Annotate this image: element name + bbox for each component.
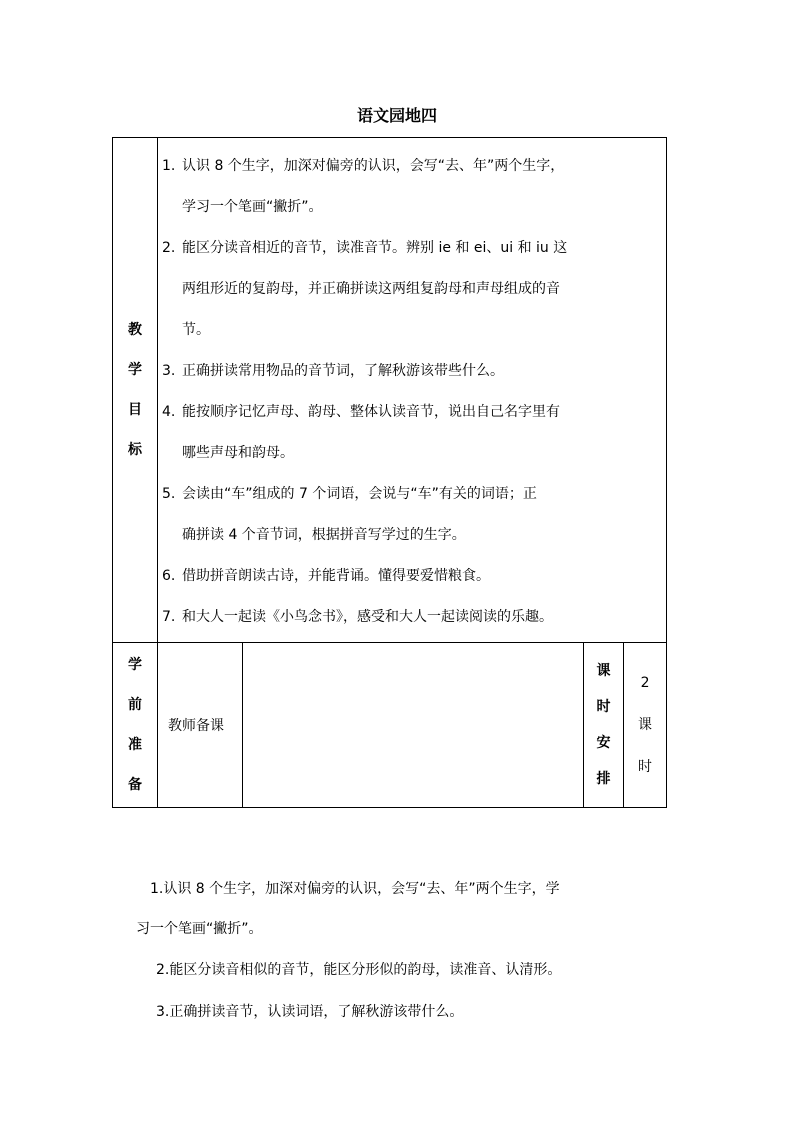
- lesson-plan-table: [112, 137, 667, 808]
- goal-item: 3. 正确拼读常用物品的音节词，了解秋游该带些什么。: [162, 363, 504, 379]
- goals-row: [113, 138, 667, 643]
- period-count: 2 课 时: [624, 643, 667, 808]
- goal-item: 4. 能按顺序记忆声母、韵母、整体认读音节，说出自己名字里有 哪些声母和韵母。: [162, 404, 560, 461]
- page-title: 语文园地四: [356, 106, 437, 125]
- goal-item: 6. 借助拼音朗读古诗，并能背诵。懂得要爱惜粮食。: [162, 568, 490, 584]
- teacher-prep-cell: 教师备课: [158, 643, 243, 808]
- schedule-label: 课 时 安 排: [584, 643, 624, 808]
- goal-item: 1. 认识 8 个生字，加深对偏旁的认识，会写“去、年”两个生字， 学习一个笔画“撇折”。: [162, 158, 565, 215]
- prep-row: [113, 643, 667, 808]
- goal-item: 2. 能区分读音相近的音节，读准音节。辨别 ie 和 ei、ui 和 iu 这 两组形近的复韵母，并正确拼读这两组复韵母和声母组成的音 节。: [162, 240, 568, 338]
- goal-item: 5. 会读由“车”组成的 7 个词语，会说与“车”有关的词语；正 确拼读 4 个音节词，根据拼音写学过的生字。: [162, 486, 537, 543]
- body-goal-item: 1.认识 8 个生字，加深对偏旁的认识，会写“去、年”两个生字，学 习一个笔画“撇折”。: [136, 881, 560, 937]
- body-goals: [136, 869, 676, 1033]
- body-goal-item: 2.能区分读音相似的音节，能区分形似的韵母，读准音、认清形。: [156, 962, 562, 978]
- body-goal-item: 3.正确拼读音节，认读词语，了解秋游该带什么。: [156, 1004, 464, 1020]
- goals-label: 教 学 目 标: [113, 138, 158, 643]
- prep-content-cell: [243, 643, 584, 808]
- goals-list: [158, 138, 667, 643]
- prep-label: 学 前 准 备: [113, 643, 158, 808]
- goal-item: 7. 和大人一起读《小鸟念书》，感受和大人一起读阅读的乐趣。: [162, 609, 553, 625]
